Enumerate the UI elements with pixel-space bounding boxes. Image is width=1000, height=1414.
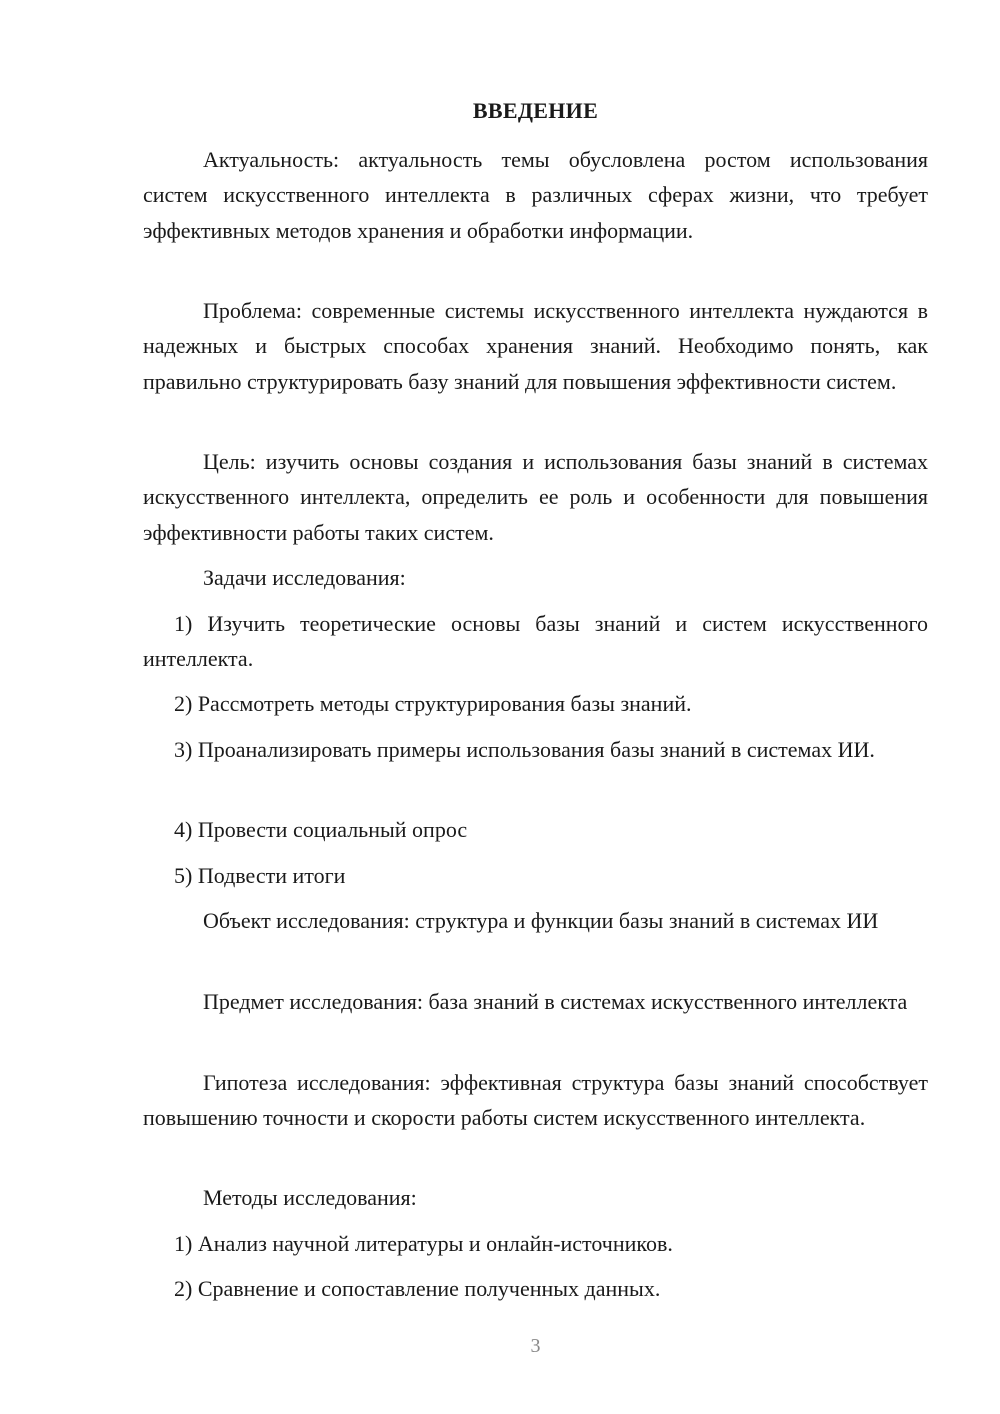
paragraph-hypothesis: Гипотеза исследования: эффективная структура базы знаний способствует повышению точности и скорости работы систем искусственного интеллекта. [143,1070,928,1131]
paragraph-methods-heading: Методы исследования: [203,1185,417,1210]
list-item-method-2: 2) Сравнение и сопоставление полученных данных. [174,1276,661,1301]
list-item-method-1: 1) Анализ научной литературы и онлайн-источников. [174,1231,673,1256]
document-page [143,0,928,1414]
list-item-task-2: 2) Рассмотреть методы структурирования базы знаний. [174,691,692,716]
paragraph-object: Объект исследования: структура и функции базы знаний в системах ИИ [203,908,879,933]
list-item-task-3: 3) Проанализировать примеры использования базы знаний в системах ИИ. [174,737,875,762]
paragraph-subject: Предмет исследования: база знаний в системах искусственного интеллекта [203,989,908,1014]
paragraph-tasks-heading: Задачи исследования: [203,565,406,590]
page-number: 3 [530,1335,541,1357]
list-item-task-1: 1) Изучить теоретические основы базы знаний и систем искусственного интеллекта. [143,611,928,672]
list-item-task-5: 5) Подвести итоги [174,863,346,888]
paragraph-problem: Проблема: современные системы искусственного интеллекта нуждаются в надежных и быстрых способах хранения знаний. Необходимо понять, как правильно структурировать базу знаний для повышения эффективности систем. [143,298,928,394]
list-item-task-4: 4) Провести социальный опрос [174,817,468,842]
paragraph-goal: Цель: изучить основы создания и использования базы знаний в системах искусственного интеллекта, определить ее роль и особенности для повышения эффективности работы таких систем. [143,449,928,545]
paragraph-relevance: Актуальность: актуальность темы обусловлена ростом использования систем искусственного интеллекта в различных сферах жизни, что требует эффективных методов хранения и обработки информации. [143,147,928,243]
section-title: ВВЕДЕНИЕ [472,98,599,123]
